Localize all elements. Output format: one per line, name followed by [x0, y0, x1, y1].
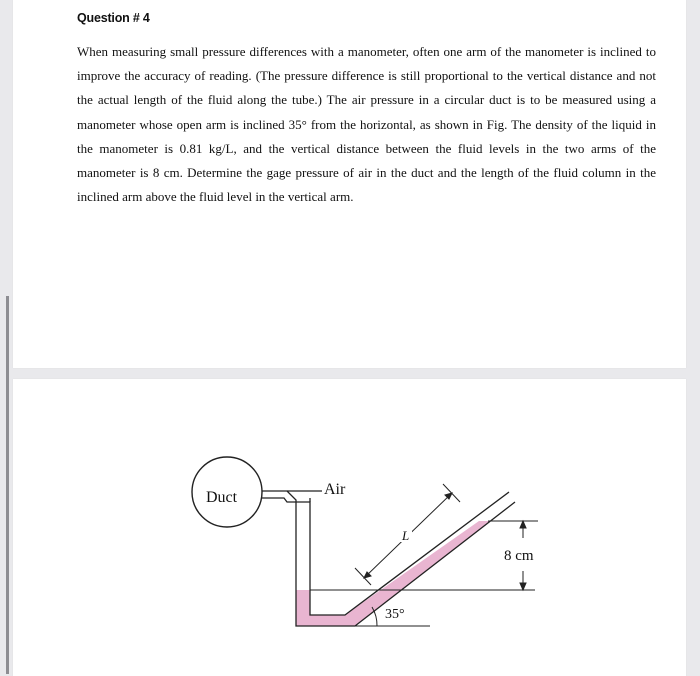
length-label: L — [402, 528, 410, 543]
question-title: Question # 4 — [77, 11, 150, 25]
angle-label: 35° — [385, 607, 405, 622]
air-label: Air — [324, 481, 346, 498]
duct-label: Duct — [206, 489, 238, 506]
height-label: 8 cm — [504, 548, 534, 564]
question-body: When measuring small pressure differences with a manometer, often one arm of the manometer is inclined to improve the accuracy of reading. (The pressure difference is still proportional to the vertical distance and not the actual length of the fluid along the tube.) The air pressure in a circular duct is to be measured using a manometer whose open arm is inclined 35° from the horizontal, as shown in Fig. The density of the liquid in the manometer is 0.81 kg/L, and the vertical distance between the fluid levels in the two arms of the manometer is 8 cm. Determine the gage pressure of air in the duct and the length of the fluid column in the inclined arm above the fluid level in the vertical arm. — [77, 44, 656, 205]
